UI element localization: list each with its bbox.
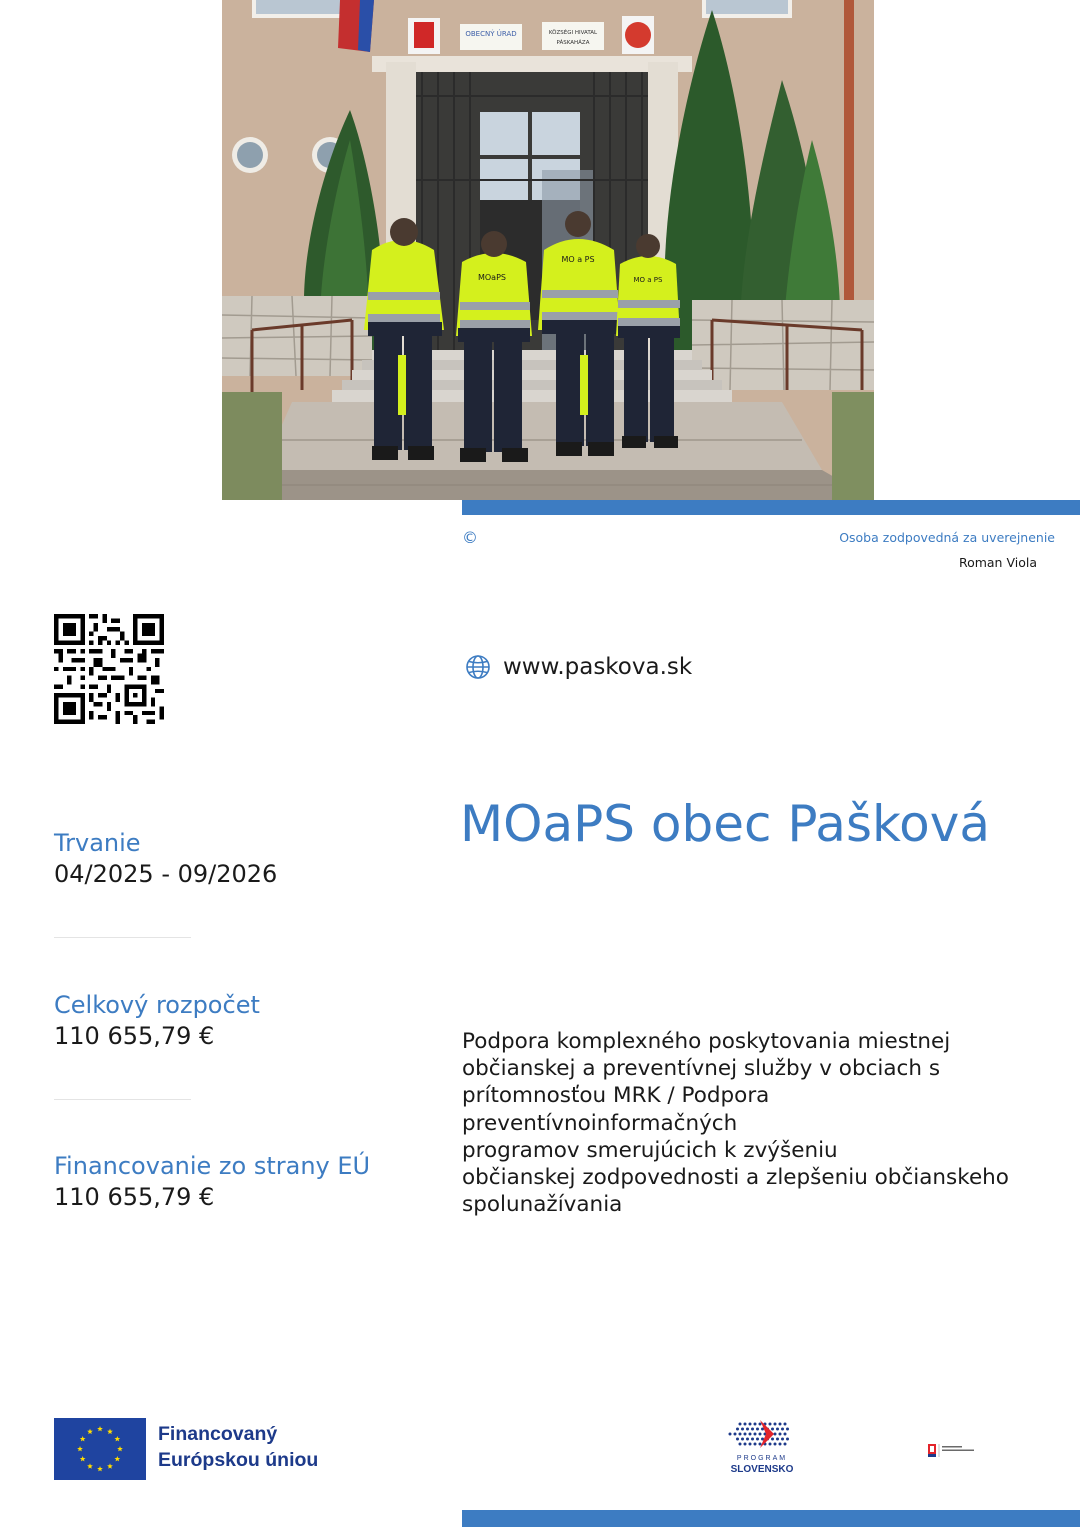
top-accent-bar (462, 500, 1080, 515)
logo-dot (751, 1438, 754, 1441)
worker-4 (616, 234, 680, 448)
description-line: spolunažívania (462, 1192, 623, 1218)
logo-dot (759, 1433, 762, 1436)
logo-dot (759, 1443, 762, 1446)
jacket-text: MO a PS (633, 276, 663, 284)
description-line: programov smerujúcich k zvýšeniu (462, 1137, 838, 1163)
sign-obecny-urad: OBECNÝ ÚRAD (465, 30, 517, 38)
logo-dot (776, 1438, 779, 1441)
project-description (462, 1028, 1022, 1218)
sign-kozsegi-hivatal: KÖZSÉGI HIVATAL (548, 30, 598, 36)
duration-label: Trvanie (54, 829, 141, 857)
jacket-text: MO a PS (561, 255, 595, 264)
logo-dot (734, 1433, 737, 1436)
logo-dot (769, 1443, 772, 1446)
worker-2 (456, 231, 532, 462)
logo-dot (746, 1428, 749, 1431)
description-line: občianskej a preventívnej služby v obciach s (462, 1056, 941, 1082)
logo-dot (769, 1423, 772, 1426)
eu-funded-text (158, 1421, 318, 1473)
logo-dot (754, 1443, 757, 1446)
logo-dot (786, 1438, 789, 1441)
logo-dot (749, 1433, 752, 1436)
logo-dot (771, 1428, 774, 1431)
logo-dot (784, 1443, 787, 1446)
eu-funded-line1: Financovaný (158, 1423, 278, 1445)
logo-dot (744, 1433, 747, 1436)
logo-dot (739, 1443, 742, 1446)
logo-dot (754, 1433, 757, 1436)
worker-1 (364, 218, 444, 460)
logo-dot (754, 1423, 757, 1426)
slovensko-label: SLOVENSKO (730, 1464, 794, 1475)
logo-dot (751, 1428, 754, 1431)
logo-dot (781, 1428, 784, 1431)
divider (54, 937, 191, 938)
divider (54, 1099, 191, 1100)
globe-icon (465, 654, 491, 680)
total-budget-value: 110 655,79 € (54, 1022, 215, 1050)
description-line: prítomnosťou MRK / Podpora (462, 1083, 770, 1109)
logo-dot (739, 1433, 742, 1436)
qr-code[interactable] (54, 614, 164, 724)
description-line: preventívnoinformačných (462, 1110, 738, 1136)
logo-dot (729, 1433, 732, 1436)
logo-dot (736, 1438, 739, 1441)
program-label: PROGRAM (736, 1455, 788, 1462)
logo-dot (744, 1443, 747, 1446)
government-office-logo (926, 1440, 986, 1462)
sign-paskahaza: PÁSKAHÁZA (556, 40, 590, 46)
logo-dot (774, 1443, 777, 1446)
logo-dot (781, 1438, 784, 1441)
logo-dot (771, 1438, 774, 1441)
description-line: občianskej zodpovednosti a zlepšeniu občianskeho (462, 1165, 1009, 1191)
project-title: MOaPS obec Pašková (460, 795, 990, 853)
logo-dot (749, 1423, 752, 1426)
copyright-symbol: © (462, 528, 478, 547)
jacket-text: MOaPS (477, 273, 507, 282)
building-photo (222, 0, 874, 500)
logo-dot (774, 1423, 777, 1426)
eu-funded-line2: Európskou úniou (158, 1449, 319, 1471)
description-line: Podpora komplexného poskytovania miestnej (462, 1029, 951, 1054)
total-budget-label: Celkový rozpočet (54, 991, 260, 1019)
logo-dot (759, 1423, 762, 1426)
logo-dot (741, 1428, 744, 1431)
logo-dot (746, 1438, 749, 1441)
logo-dot (779, 1443, 782, 1446)
logo-dot (756, 1438, 759, 1441)
responsible-person-name: Roman Viola (958, 555, 1037, 570)
duration-value: 04/2025 - 09/2026 (54, 860, 278, 888)
logo-dot (784, 1433, 787, 1436)
logo-dot (756, 1428, 759, 1431)
logo-dot (749, 1443, 752, 1446)
logo-dot (744, 1423, 747, 1426)
logo-dot (779, 1433, 782, 1436)
eu-flag-icon (54, 1418, 146, 1480)
logo-dot (786, 1428, 789, 1431)
eu-funding-label: Financovanie zo strany EÚ (54, 1152, 371, 1180)
eu-funding-value: 110 655,79 € (54, 1183, 215, 1211)
logo-dot (784, 1423, 787, 1426)
responsible-person-label: Osoba zodpovedná za uverejnenie (839, 530, 1055, 545)
logo-dot (736, 1428, 739, 1431)
logo-dot (779, 1423, 782, 1426)
logo-dot (741, 1438, 744, 1441)
logo-dot (776, 1428, 779, 1431)
bottom-accent-bar (462, 1510, 1080, 1527)
logo-dot (739, 1423, 742, 1426)
website-link[interactable]: www.paskova.sk (503, 654, 693, 680)
